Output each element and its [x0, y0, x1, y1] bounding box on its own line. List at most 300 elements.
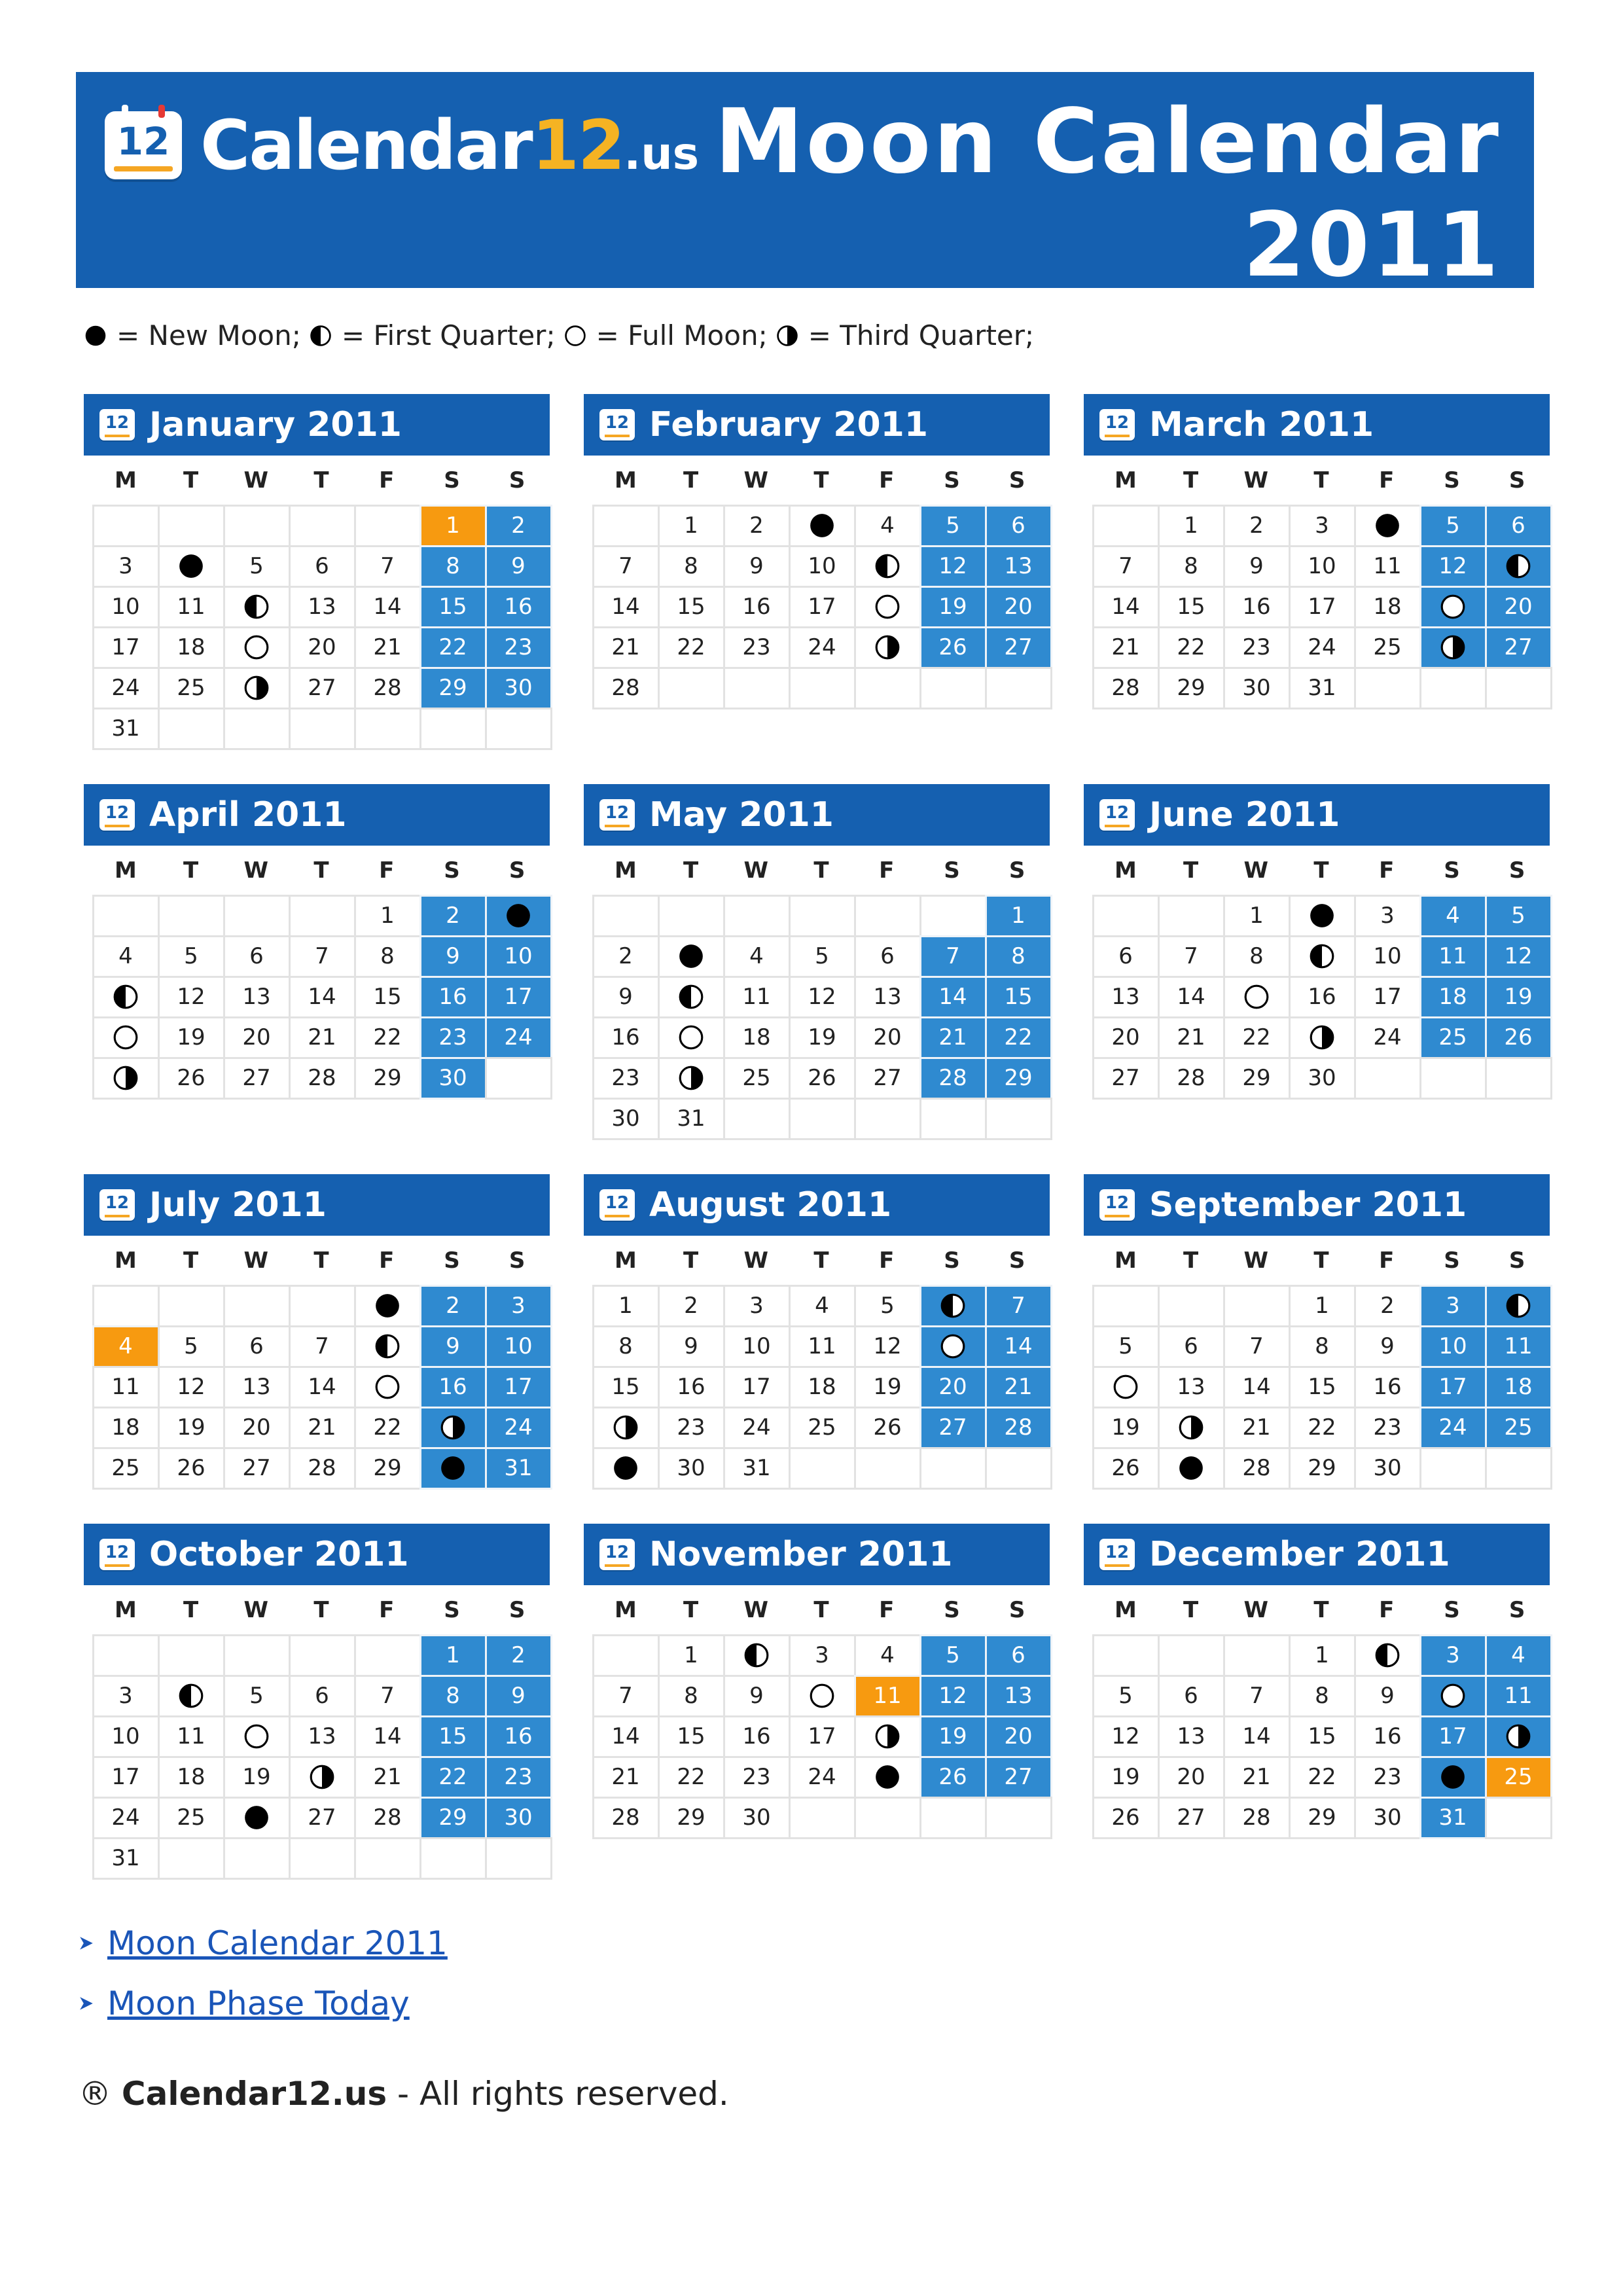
- day-cell[interactable]: 30: [419, 1057, 487, 1100]
- day-cell[interactable]: 15: [354, 976, 421, 1018]
- day-cell[interactable]: 21: [354, 1756, 421, 1799]
- day-cell[interactable]: 19: [1485, 976, 1552, 1018]
- day-cell[interactable]: [592, 1407, 660, 1449]
- day-cell[interactable]: 5: [1485, 895, 1552, 937]
- day-cell[interactable]: [92, 976, 160, 1018]
- day-cell[interactable]: [223, 586, 291, 628]
- day-cell[interactable]: 28: [1092, 667, 1160, 709]
- day-cell[interactable]: 16: [485, 1715, 552, 1758]
- day-cell[interactable]: 6: [223, 935, 291, 978]
- day-cell[interactable]: 29: [354, 1447, 421, 1490]
- day-cell[interactable]: [1092, 1366, 1160, 1408]
- day-cell[interactable]: 14: [985, 1325, 1052, 1368]
- day-cell[interactable]: 7: [919, 935, 987, 978]
- day-cell[interactable]: [854, 1715, 921, 1758]
- day-cell[interactable]: 26: [789, 1057, 856, 1100]
- day-cell[interactable]: 14: [592, 586, 660, 628]
- day-cell[interactable]: [919, 1285, 987, 1327]
- day-cell[interactable]: 28: [289, 1447, 356, 1490]
- day-cell[interactable]: 6: [1158, 1675, 1225, 1717]
- day-cell[interactable]: 11: [1419, 935, 1487, 978]
- day-cell[interactable]: 4: [789, 1285, 856, 1327]
- day-cell[interactable]: 29: [1289, 1447, 1356, 1490]
- day-cell[interactable]: 16: [1354, 1366, 1421, 1408]
- day-cell[interactable]: 21: [1092, 626, 1160, 669]
- day-cell[interactable]: [1419, 1675, 1487, 1717]
- day-cell[interactable]: 3: [92, 1675, 160, 1717]
- day-cell[interactable]: [223, 1715, 291, 1758]
- day-cell[interactable]: 12: [158, 976, 225, 1018]
- day-cell[interactable]: 21: [354, 626, 421, 669]
- day-cell[interactable]: 25: [1354, 626, 1421, 669]
- day-cell[interactable]: 8: [1223, 935, 1291, 978]
- day-cell[interactable]: 27: [985, 626, 1052, 669]
- day-cell[interactable]: 24: [92, 667, 160, 709]
- day-cell[interactable]: [1485, 1285, 1552, 1327]
- day-cell[interactable]: 5: [919, 505, 987, 547]
- day-cell[interactable]: 27: [289, 1797, 356, 1839]
- day-cell[interactable]: 12: [854, 1325, 921, 1368]
- day-cell[interactable]: 12: [1485, 935, 1552, 978]
- day-cell[interactable]: 16: [723, 1715, 791, 1758]
- day-cell[interactable]: 23: [1354, 1756, 1421, 1799]
- day-cell[interactable]: [658, 976, 725, 1018]
- day-cell[interactable]: 29: [419, 1797, 487, 1839]
- day-cell[interactable]: 6: [223, 1325, 291, 1368]
- day-cell[interactable]: 3: [723, 1285, 791, 1327]
- day-cell[interactable]: 22: [419, 1756, 487, 1799]
- day-cell[interactable]: 3: [1419, 1634, 1487, 1677]
- day-cell[interactable]: 17: [789, 1715, 856, 1758]
- day-cell[interactable]: 9: [485, 1675, 552, 1717]
- day-cell[interactable]: 2: [592, 935, 660, 978]
- day-cell[interactable]: 28: [1223, 1797, 1291, 1839]
- day-cell[interactable]: 1: [658, 1634, 725, 1677]
- day-cell[interactable]: [354, 1325, 421, 1368]
- day-cell[interactable]: 11: [92, 1366, 160, 1408]
- day-cell[interactable]: 19: [158, 1407, 225, 1449]
- day-cell[interactable]: 10: [723, 1325, 791, 1368]
- day-cell[interactable]: 2: [419, 895, 487, 937]
- day-cell[interactable]: [1289, 895, 1356, 937]
- day-cell[interactable]: 23: [723, 1756, 791, 1799]
- day-cell[interactable]: [789, 505, 856, 547]
- day-cell[interactable]: 23: [485, 626, 552, 669]
- day-cell[interactable]: 20: [1485, 586, 1552, 628]
- day-cell[interactable]: 9: [1354, 1675, 1421, 1717]
- day-cell[interactable]: 7: [1223, 1325, 1291, 1368]
- day-cell[interactable]: 25: [1485, 1407, 1552, 1449]
- day-cell[interactable]: 11: [158, 586, 225, 628]
- day-cell[interactable]: 21: [1223, 1756, 1291, 1799]
- day-cell[interactable]: [158, 1675, 225, 1717]
- day-cell[interactable]: 14: [354, 586, 421, 628]
- day-cell[interactable]: 5: [789, 935, 856, 978]
- day-cell[interactable]: 1: [1223, 895, 1291, 937]
- day-cell[interactable]: 27: [223, 1057, 291, 1100]
- day-cell[interactable]: [1223, 976, 1291, 1018]
- day-cell[interactable]: 19: [1092, 1756, 1160, 1799]
- day-cell[interactable]: 27: [1158, 1797, 1225, 1839]
- day-cell[interactable]: 25: [1419, 1016, 1487, 1059]
- day-cell[interactable]: 23: [658, 1407, 725, 1449]
- day-cell[interactable]: 12: [158, 1366, 225, 1408]
- day-cell[interactable]: 9: [658, 1325, 725, 1368]
- day-cell[interactable]: 3: [1289, 505, 1356, 547]
- day-cell[interactable]: 6: [289, 545, 356, 588]
- day-cell[interactable]: 4: [854, 1634, 921, 1677]
- day-cell[interactable]: 17: [485, 1366, 552, 1408]
- day-cell[interactable]: 21: [289, 1016, 356, 1059]
- day-cell[interactable]: 5: [854, 1285, 921, 1327]
- day-cell[interactable]: [1354, 505, 1421, 547]
- day-cell[interactable]: 27: [854, 1057, 921, 1100]
- day-cell[interactable]: 3: [485, 1285, 552, 1327]
- day-cell[interactable]: 30: [1354, 1447, 1421, 1490]
- day-cell[interactable]: 28: [592, 1797, 660, 1839]
- day-cell[interactable]: 13: [1158, 1715, 1225, 1758]
- day-cell[interactable]: 20: [1158, 1756, 1225, 1799]
- day-cell[interactable]: [658, 935, 725, 978]
- day-cell[interactable]: 13: [985, 1675, 1052, 1717]
- day-cell[interactable]: 11: [1485, 1675, 1552, 1717]
- day-cell[interactable]: 14: [354, 1715, 421, 1758]
- day-cell[interactable]: 4: [723, 935, 791, 978]
- day-cell[interactable]: [1485, 1715, 1552, 1758]
- day-cell[interactable]: 26: [158, 1057, 225, 1100]
- day-cell[interactable]: 15: [1289, 1715, 1356, 1758]
- day-cell[interactable]: 7: [354, 545, 421, 588]
- day-cell[interactable]: 24: [1419, 1407, 1487, 1449]
- day-cell[interactable]: 4: [854, 505, 921, 547]
- day-cell[interactable]: 6: [289, 1675, 356, 1717]
- day-cell[interactable]: 24: [1354, 1016, 1421, 1059]
- day-cell[interactable]: [919, 1325, 987, 1368]
- day-cell[interactable]: 10: [1289, 545, 1356, 588]
- day-cell[interactable]: 7: [1223, 1675, 1291, 1717]
- day-cell[interactable]: 28: [1223, 1447, 1291, 1490]
- day-cell[interactable]: 14: [1223, 1715, 1291, 1758]
- day-cell[interactable]: [354, 1285, 421, 1327]
- day-cell[interactable]: 31: [1419, 1797, 1487, 1839]
- day-cell[interactable]: 7: [354, 1675, 421, 1717]
- day-cell[interactable]: 1: [419, 1634, 487, 1677]
- day-cell[interactable]: 2: [723, 505, 791, 547]
- day-cell[interactable]: [223, 667, 291, 709]
- day-cell[interactable]: 9: [1354, 1325, 1421, 1368]
- day-cell[interactable]: 3: [92, 545, 160, 588]
- day-cell[interactable]: 23: [592, 1057, 660, 1100]
- day-cell[interactable]: 17: [1419, 1366, 1487, 1408]
- day-cell[interactable]: 4: [1419, 895, 1487, 937]
- day-cell[interactable]: 16: [592, 1016, 660, 1059]
- day-cell[interactable]: 27: [223, 1447, 291, 1490]
- day-cell[interactable]: [854, 626, 921, 669]
- day-cell[interactable]: 10: [789, 545, 856, 588]
- day-cell[interactable]: 23: [1223, 626, 1291, 669]
- day-cell[interactable]: 21: [1223, 1407, 1291, 1449]
- day-cell[interactable]: 14: [1158, 976, 1225, 1018]
- day-cell[interactable]: [592, 1447, 660, 1490]
- day-cell[interactable]: 15: [1289, 1366, 1356, 1408]
- day-cell[interactable]: 19: [158, 1016, 225, 1059]
- day-cell[interactable]: [1289, 1016, 1356, 1059]
- day-cell[interactable]: 22: [354, 1407, 421, 1449]
- day-cell[interactable]: 9: [419, 935, 487, 978]
- day-cell[interactable]: 29: [1158, 667, 1225, 709]
- day-cell[interactable]: 27: [985, 1756, 1052, 1799]
- day-cell[interactable]: 3: [1354, 895, 1421, 937]
- day-cell[interactable]: 15: [419, 586, 487, 628]
- day-cell[interactable]: [1158, 1407, 1225, 1449]
- day-cell[interactable]: 31: [92, 708, 160, 750]
- day-cell[interactable]: 16: [658, 1366, 725, 1408]
- day-cell[interactable]: 8: [658, 1675, 725, 1717]
- day-cell[interactable]: 16: [1289, 976, 1356, 1018]
- day-cell[interactable]: 24: [789, 626, 856, 669]
- day-cell[interactable]: 13: [1158, 1366, 1225, 1408]
- day-cell[interactable]: [354, 1366, 421, 1408]
- day-cell[interactable]: 5: [919, 1634, 987, 1677]
- day-cell[interactable]: 27: [919, 1407, 987, 1449]
- day-cell[interactable]: [289, 1756, 356, 1799]
- day-cell[interactable]: 23: [723, 626, 791, 669]
- day-cell[interactable]: 28: [919, 1057, 987, 1100]
- day-cell[interactable]: 21: [985, 1366, 1052, 1408]
- day-cell[interactable]: 22: [985, 1016, 1052, 1059]
- moon-calendar-link[interactable]: Moon Calendar 2011: [107, 1924, 448, 1962]
- day-cell[interactable]: 25: [92, 1447, 160, 1490]
- day-cell[interactable]: 18: [92, 1407, 160, 1449]
- day-cell[interactable]: [158, 545, 225, 588]
- day-cell[interactable]: 28: [354, 667, 421, 709]
- day-cell[interactable]: 6: [1158, 1325, 1225, 1368]
- day-cell[interactable]: [485, 895, 552, 937]
- day-cell[interactable]: 10: [1354, 935, 1421, 978]
- day-cell[interactable]: 20: [289, 626, 356, 669]
- day-cell[interactable]: 2: [1223, 505, 1291, 547]
- day-cell[interactable]: 31: [485, 1447, 552, 1490]
- day-cell[interactable]: [789, 1675, 856, 1717]
- day-cell[interactable]: 17: [789, 586, 856, 628]
- day-cell[interactable]: [1485, 545, 1552, 588]
- day-cell[interactable]: 13: [985, 545, 1052, 588]
- day-cell[interactable]: 22: [658, 626, 725, 669]
- day-cell[interactable]: 17: [485, 976, 552, 1018]
- day-cell[interactable]: 8: [1158, 545, 1225, 588]
- day-cell[interactable]: 18: [789, 1366, 856, 1408]
- day-cell[interactable]: 10: [485, 935, 552, 978]
- day-cell[interactable]: 11: [158, 1715, 225, 1758]
- day-cell[interactable]: 14: [592, 1715, 660, 1758]
- day-cell[interactable]: 12: [789, 976, 856, 1018]
- day-cell[interactable]: [223, 1797, 291, 1839]
- day-cell[interactable]: 28: [1158, 1057, 1225, 1100]
- day-cell[interactable]: 9: [1223, 545, 1291, 588]
- day-cell[interactable]: 26: [919, 626, 987, 669]
- day-cell[interactable]: 2: [485, 1634, 552, 1677]
- day-cell[interactable]: 4: [1485, 1634, 1552, 1677]
- day-cell[interactable]: 18: [1485, 1366, 1552, 1408]
- day-cell[interactable]: 11: [1354, 545, 1421, 588]
- day-cell[interactable]: 3: [1419, 1285, 1487, 1327]
- day-cell[interactable]: 17: [92, 1756, 160, 1799]
- day-cell[interactable]: 12: [919, 1675, 987, 1717]
- day-cell[interactable]: 18: [1354, 586, 1421, 628]
- day-cell[interactable]: 23: [485, 1756, 552, 1799]
- day-cell[interactable]: 18: [723, 1016, 791, 1059]
- site-logo[interactable]: [105, 106, 699, 185]
- day-cell[interactable]: 22: [1289, 1756, 1356, 1799]
- day-cell[interactable]: 30: [1354, 1797, 1421, 1839]
- day-cell[interactable]: 22: [419, 626, 487, 669]
- day-cell[interactable]: [658, 1057, 725, 1100]
- day-cell[interactable]: 1: [419, 505, 487, 547]
- day-cell[interactable]: 2: [485, 505, 552, 547]
- day-cell[interactable]: 29: [658, 1797, 725, 1839]
- day-cell[interactable]: 20: [854, 1016, 921, 1059]
- day-cell[interactable]: 25: [158, 667, 225, 709]
- day-cell[interactable]: 24: [485, 1016, 552, 1059]
- day-cell[interactable]: 14: [919, 976, 987, 1018]
- day-cell[interactable]: 15: [1158, 586, 1225, 628]
- day-cell[interactable]: 7: [289, 935, 356, 978]
- day-cell[interactable]: 24: [723, 1407, 791, 1449]
- day-cell[interactable]: 26: [158, 1447, 225, 1490]
- day-cell[interactable]: 23: [1354, 1407, 1421, 1449]
- day-cell[interactable]: 2: [658, 1285, 725, 1327]
- day-cell[interactable]: 10: [92, 1715, 160, 1758]
- day-cell[interactable]: 25: [723, 1057, 791, 1100]
- day-cell[interactable]: 7: [592, 1675, 660, 1717]
- day-cell[interactable]: [658, 1016, 725, 1059]
- day-cell[interactable]: 15: [658, 1715, 725, 1758]
- day-cell[interactable]: 7: [289, 1325, 356, 1368]
- day-cell[interactable]: 4: [92, 1325, 160, 1368]
- day-cell[interactable]: 8: [1289, 1325, 1356, 1368]
- day-cell[interactable]: 19: [223, 1756, 291, 1799]
- day-cell[interactable]: 20: [985, 1715, 1052, 1758]
- day-cell[interactable]: 6: [985, 1634, 1052, 1677]
- day-cell[interactable]: 1: [354, 895, 421, 937]
- day-cell[interactable]: 30: [592, 1098, 660, 1140]
- day-cell[interactable]: 8: [592, 1325, 660, 1368]
- day-cell[interactable]: 7: [1092, 545, 1160, 588]
- day-cell[interactable]: 24: [1289, 626, 1356, 669]
- day-cell[interactable]: 10: [485, 1325, 552, 1368]
- day-cell[interactable]: 11: [723, 976, 791, 1018]
- day-cell[interactable]: 3: [789, 1634, 856, 1677]
- day-cell[interactable]: 20: [1092, 1016, 1160, 1059]
- day-cell[interactable]: [419, 1407, 487, 1449]
- day-cell[interactable]: [1419, 626, 1487, 669]
- day-cell[interactable]: 16: [419, 1366, 487, 1408]
- day-cell[interactable]: 10: [92, 586, 160, 628]
- day-cell[interactable]: [1158, 1447, 1225, 1490]
- day-cell[interactable]: [419, 1447, 487, 1490]
- day-cell[interactable]: 28: [592, 667, 660, 709]
- day-cell[interactable]: 9: [419, 1325, 487, 1368]
- day-cell[interactable]: 9: [723, 1675, 791, 1717]
- day-cell[interactable]: 30: [658, 1447, 725, 1490]
- day-cell[interactable]: 9: [485, 545, 552, 588]
- day-cell[interactable]: [1289, 935, 1356, 978]
- day-cell[interactable]: 1: [1158, 505, 1225, 547]
- day-cell[interactable]: 30: [723, 1797, 791, 1839]
- day-cell[interactable]: 26: [1092, 1797, 1160, 1839]
- day-cell[interactable]: 27: [1092, 1057, 1160, 1100]
- day-cell[interactable]: 25: [158, 1797, 225, 1839]
- day-cell[interactable]: 18: [158, 1756, 225, 1799]
- day-cell[interactable]: 13: [854, 976, 921, 1018]
- day-cell[interactable]: 16: [419, 976, 487, 1018]
- day-cell[interactable]: 22: [658, 1756, 725, 1799]
- day-cell[interactable]: 19: [854, 1366, 921, 1408]
- day-cell[interactable]: 8: [419, 545, 487, 588]
- day-cell[interactable]: 17: [1419, 1715, 1487, 1758]
- day-cell[interactable]: 7: [592, 545, 660, 588]
- day-cell[interactable]: [223, 626, 291, 669]
- day-cell[interactable]: 5: [1419, 505, 1487, 547]
- day-cell[interactable]: 5: [1092, 1675, 1160, 1717]
- day-cell[interactable]: 26: [919, 1756, 987, 1799]
- day-cell[interactable]: 12: [1419, 545, 1487, 588]
- day-cell[interactable]: 13: [223, 1366, 291, 1408]
- day-cell[interactable]: 15: [985, 976, 1052, 1018]
- day-cell[interactable]: 30: [1223, 667, 1291, 709]
- day-cell[interactable]: 22: [354, 1016, 421, 1059]
- day-cell[interactable]: 19: [919, 1715, 987, 1758]
- day-cell[interactable]: 2: [419, 1285, 487, 1327]
- day-cell[interactable]: 20: [985, 586, 1052, 628]
- day-cell[interactable]: 15: [419, 1715, 487, 1758]
- day-cell[interactable]: 30: [1289, 1057, 1356, 1100]
- day-cell[interactable]: 26: [854, 1407, 921, 1449]
- day-cell[interactable]: 17: [723, 1366, 791, 1408]
- day-cell[interactable]: 24: [789, 1756, 856, 1799]
- day-cell[interactable]: 1: [1289, 1634, 1356, 1677]
- day-cell[interactable]: 21: [592, 626, 660, 669]
- day-cell[interactable]: 14: [289, 976, 356, 1018]
- day-cell[interactable]: 8: [419, 1675, 487, 1717]
- day-cell[interactable]: 11: [1485, 1325, 1552, 1368]
- day-cell[interactable]: 25: [1485, 1756, 1552, 1799]
- day-cell[interactable]: 28: [289, 1057, 356, 1100]
- day-cell[interactable]: 29: [985, 1057, 1052, 1100]
- day-cell[interactable]: 27: [289, 667, 356, 709]
- day-cell[interactable]: 30: [485, 667, 552, 709]
- day-cell[interactable]: 26: [1092, 1447, 1160, 1490]
- day-cell[interactable]: [1419, 586, 1487, 628]
- day-cell[interactable]: 31: [92, 1837, 160, 1880]
- day-cell[interactable]: 7: [1158, 935, 1225, 978]
- day-cell[interactable]: 13: [1092, 976, 1160, 1018]
- day-cell[interactable]: 17: [1354, 976, 1421, 1018]
- day-cell[interactable]: 12: [1092, 1715, 1160, 1758]
- day-cell[interactable]: [1354, 1634, 1421, 1677]
- day-cell[interactable]: [92, 1057, 160, 1100]
- day-cell[interactable]: 11: [789, 1325, 856, 1368]
- day-cell[interactable]: 21: [1158, 1016, 1225, 1059]
- day-cell[interactable]: 28: [985, 1407, 1052, 1449]
- day-cell[interactable]: 8: [354, 935, 421, 978]
- day-cell[interactable]: 5: [223, 545, 291, 588]
- day-cell[interactable]: 1: [985, 895, 1052, 937]
- day-cell[interactable]: 1: [658, 505, 725, 547]
- day-cell[interactable]: 13: [223, 976, 291, 1018]
- day-cell[interactable]: 31: [723, 1447, 791, 1490]
- day-cell[interactable]: 20: [223, 1016, 291, 1059]
